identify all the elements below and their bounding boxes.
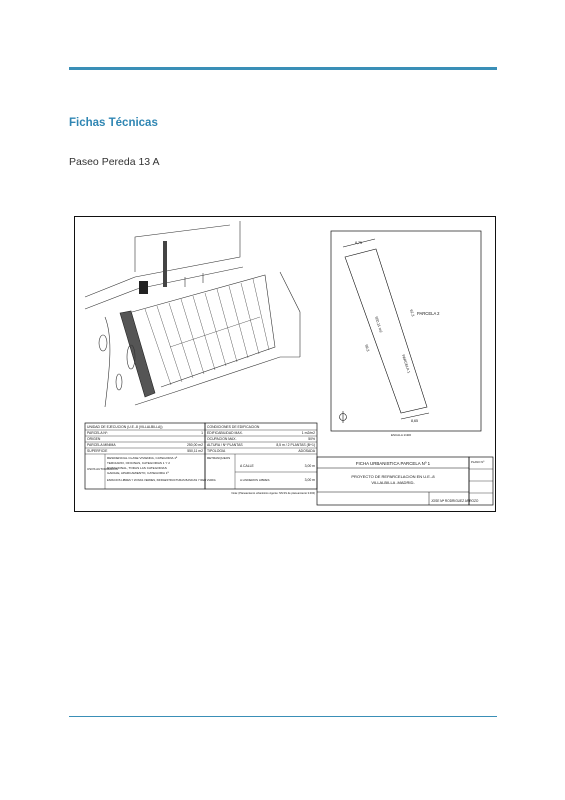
parcel-dim-top: 8,75 <box>355 241 362 245</box>
author-name: JOSE Mª RODRIGUEZ ARROZO <box>431 499 479 503</box>
a-calle-value: 3,00 m <box>304 464 315 468</box>
title-block-title: FICHA URBANISTICA PARCELA Nº 1 <box>355 461 431 466</box>
parcel-length-left: 59,3 <box>364 344 371 352</box>
table-row-label: SUPERFICIE <box>87 449 108 453</box>
table-row-value: 250,00 m2 <box>186 443 203 447</box>
use-item: RESIDENCIAL CLASE VIVIENDA, CATEGORIA 1ª <box>107 456 178 460</box>
project-line-1: PROYECTO DE REPARCELACION EN U.E.-8 <box>351 474 435 479</box>
section-heading: Fichas Técnicas <box>69 117 158 129</box>
planning-note: Nota: (Planeamiento urbanístico vigente: NN.SS de planeamiento 3.000) <box>231 492 315 495</box>
tipologia-label: TIPOLOGIA <box>207 449 226 453</box>
uses-label: USOS AUTORIZADOS <box>87 467 118 471</box>
table-row-label: PARCELA MINIMA <box>87 443 116 447</box>
table-row-label: UNIDAD DE EJECUCION (U.E.-8 (VILLALBILLA)) <box>87 425 163 429</box>
conditions-table <box>205 423 317 495</box>
parcel-area: 550,11 m2 <box>374 316 384 334</box>
retranqueos-label: RETRANQUEOS <box>207 456 231 460</box>
parcel-length-right: 62,3 <box>409 309 416 317</box>
project-line-2: VILLALBILLA -MADRID- <box>371 480 415 485</box>
site-plan <box>85 221 300 407</box>
a-calle-label: A CALLE <box>240 464 254 468</box>
tipologia-value: ADOSADA <box>298 449 315 453</box>
header-rule <box>69 67 497 70</box>
condition-value: 1 m2/m2 <box>301 431 315 435</box>
plano-label: PLANO Nº <box>471 460 485 464</box>
a-linderos-value: 3,00 m <box>304 478 315 482</box>
technical-drawing-sheet <box>74 216 496 512</box>
parcel-dim-bottom: 8,65 <box>411 419 418 423</box>
property-address: Paseo Pereda 13 A <box>69 156 160 168</box>
left-data-table <box>85 423 216 489</box>
use-item: ESPACIOS LIBRES Y ZONAS VERDES, INFRAESTRUCTURAS BASICAS Y RED VIARIA <box>107 479 216 482</box>
table-row-label: PARCELA Nº: <box>87 431 108 435</box>
parcel-detail <box>331 231 481 437</box>
adjacent-parcel-label: PARCELA 2 <box>417 311 440 316</box>
use-item: TERCIARIO, OFICINAS, CATEGORIAS 1 Y 2 <box>107 461 170 465</box>
footer-rule <box>69 716 497 717</box>
conditions-title: CONDICIONES DE EDIFICACION <box>207 425 260 429</box>
condition-label: EDIFICABILIDAD MAX. <box>207 431 243 435</box>
parcel-centre-label: PARCELA 1 <box>401 354 411 374</box>
table-row-value: 550,11 m2 <box>187 449 203 453</box>
condition-label: ALTURA / Nº PLANTAS <box>207 443 243 447</box>
title-block <box>317 457 493 505</box>
use-item: DOTACIONAL, TODAS LAS CATEGORIAS <box>107 466 167 470</box>
condition-value: 50% <box>308 437 315 441</box>
table-row-value: 1 <box>201 431 203 435</box>
use-item: GARAJE, APARCAMIENTO, CATEGORIA 1ª <box>107 471 169 475</box>
technical-drawing <box>75 217 495 511</box>
table-row-label: ORIGEN <box>87 437 101 441</box>
north-arrow-icon <box>340 411 347 423</box>
condition-label: OCUPACION MAX. <box>207 437 237 441</box>
condition-value: 8,5 m / 2 PLANTAS (B+1) <box>276 443 315 447</box>
a-linderos-label: A LINDEROS LIBRES <box>240 478 270 482</box>
scale-label: ESCALA 1/400 <box>391 433 412 437</box>
